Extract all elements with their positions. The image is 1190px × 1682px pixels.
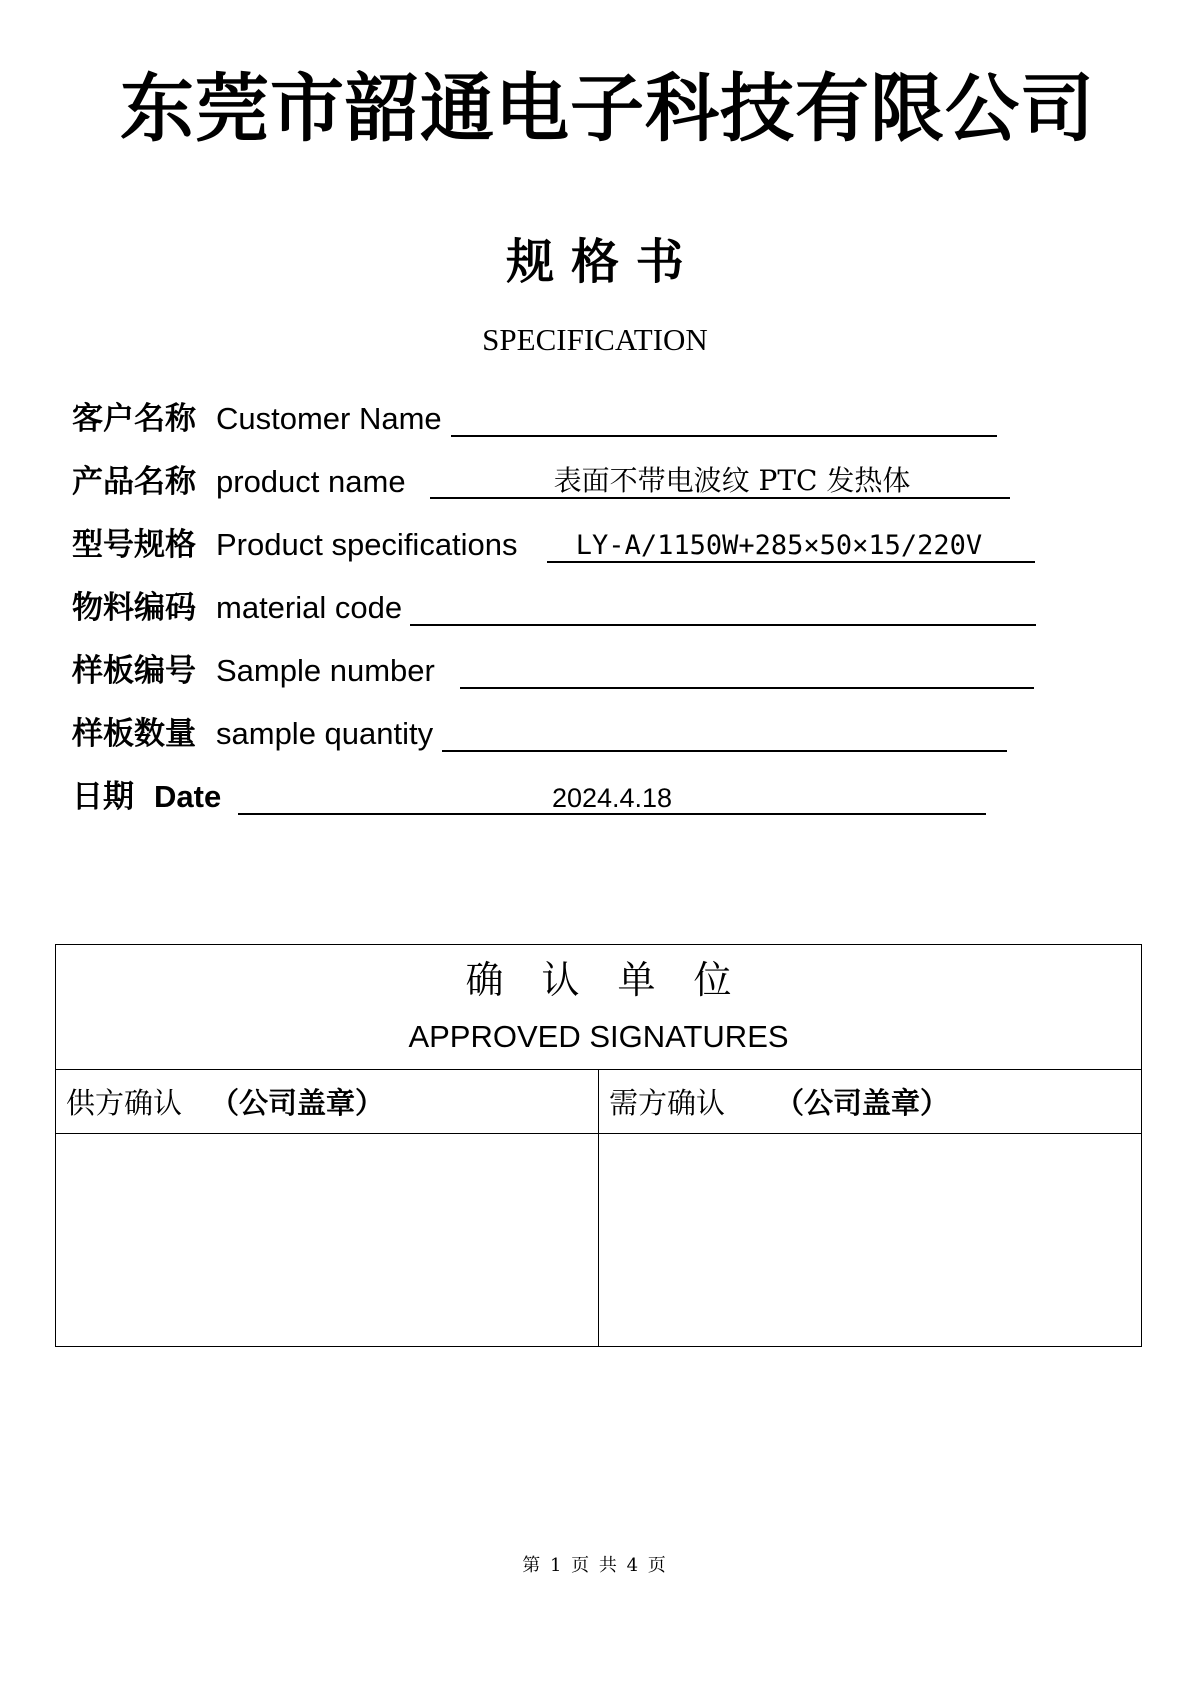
document-subtitle: SPECIFICATION bbox=[482, 322, 708, 357]
field-value: 2024.4.18 bbox=[551, 783, 673, 813]
customer-seal-note: （公司盖章） bbox=[775, 1086, 950, 1120]
field-label-en: Sample number bbox=[216, 653, 435, 688]
field-underline bbox=[451, 435, 997, 437]
field-label-en: material code bbox=[216, 590, 403, 625]
supplier-label: 供方确认 bbox=[66, 1086, 183, 1120]
field-underline bbox=[442, 750, 1007, 752]
field-label-zh: 产品名称 bbox=[72, 464, 196, 500]
field-underline bbox=[410, 624, 1036, 626]
document-title: 规 格 书 bbox=[506, 234, 684, 290]
field-value: 表面不带电波纹 PTC 发热体 bbox=[553, 464, 911, 497]
field-label-en: sample quantity bbox=[216, 716, 434, 751]
field-label-en: Product specifications bbox=[216, 527, 518, 562]
supplier-stamp-area bbox=[56, 1134, 599, 1347]
field-label-zh: 样板数量 bbox=[72, 716, 196, 752]
supplier-seal-note: （公司盖章） bbox=[210, 1086, 385, 1120]
field-label-en: Date bbox=[154, 779, 222, 814]
company-name: 东莞市韶通电子科技有限公司 bbox=[120, 66, 1095, 152]
page-footer: 第 1 页 共 4 页 bbox=[522, 1555, 668, 1576]
field-label-zh: 客户名称 bbox=[72, 401, 196, 437]
field-value: LY-A/1150W+285×50×15/220V bbox=[575, 530, 983, 561]
signature-table bbox=[55, 944, 1142, 1347]
field-label-zh: 样板编号 bbox=[72, 653, 196, 689]
field-label-en: Customer Name bbox=[216, 401, 442, 436]
field-label-en: product name bbox=[216, 464, 406, 499]
field-underline bbox=[460, 687, 1034, 689]
field-label-zh: 日期 bbox=[72, 779, 134, 815]
signature-subtitle: APPROVED SIGNATURES bbox=[408, 1019, 789, 1054]
signature-header bbox=[56, 945, 1142, 1070]
field-label-zh: 型号规格 bbox=[72, 527, 196, 563]
field-label-zh: 物料编码 bbox=[72, 590, 196, 626]
signature-title: 确认单位 bbox=[465, 958, 770, 1002]
customer-cell bbox=[599, 1070, 1142, 1134]
customer-label: 需方确认 bbox=[609, 1086, 726, 1120]
customer-stamp-area bbox=[599, 1134, 1142, 1347]
supplier-cell bbox=[56, 1070, 599, 1134]
